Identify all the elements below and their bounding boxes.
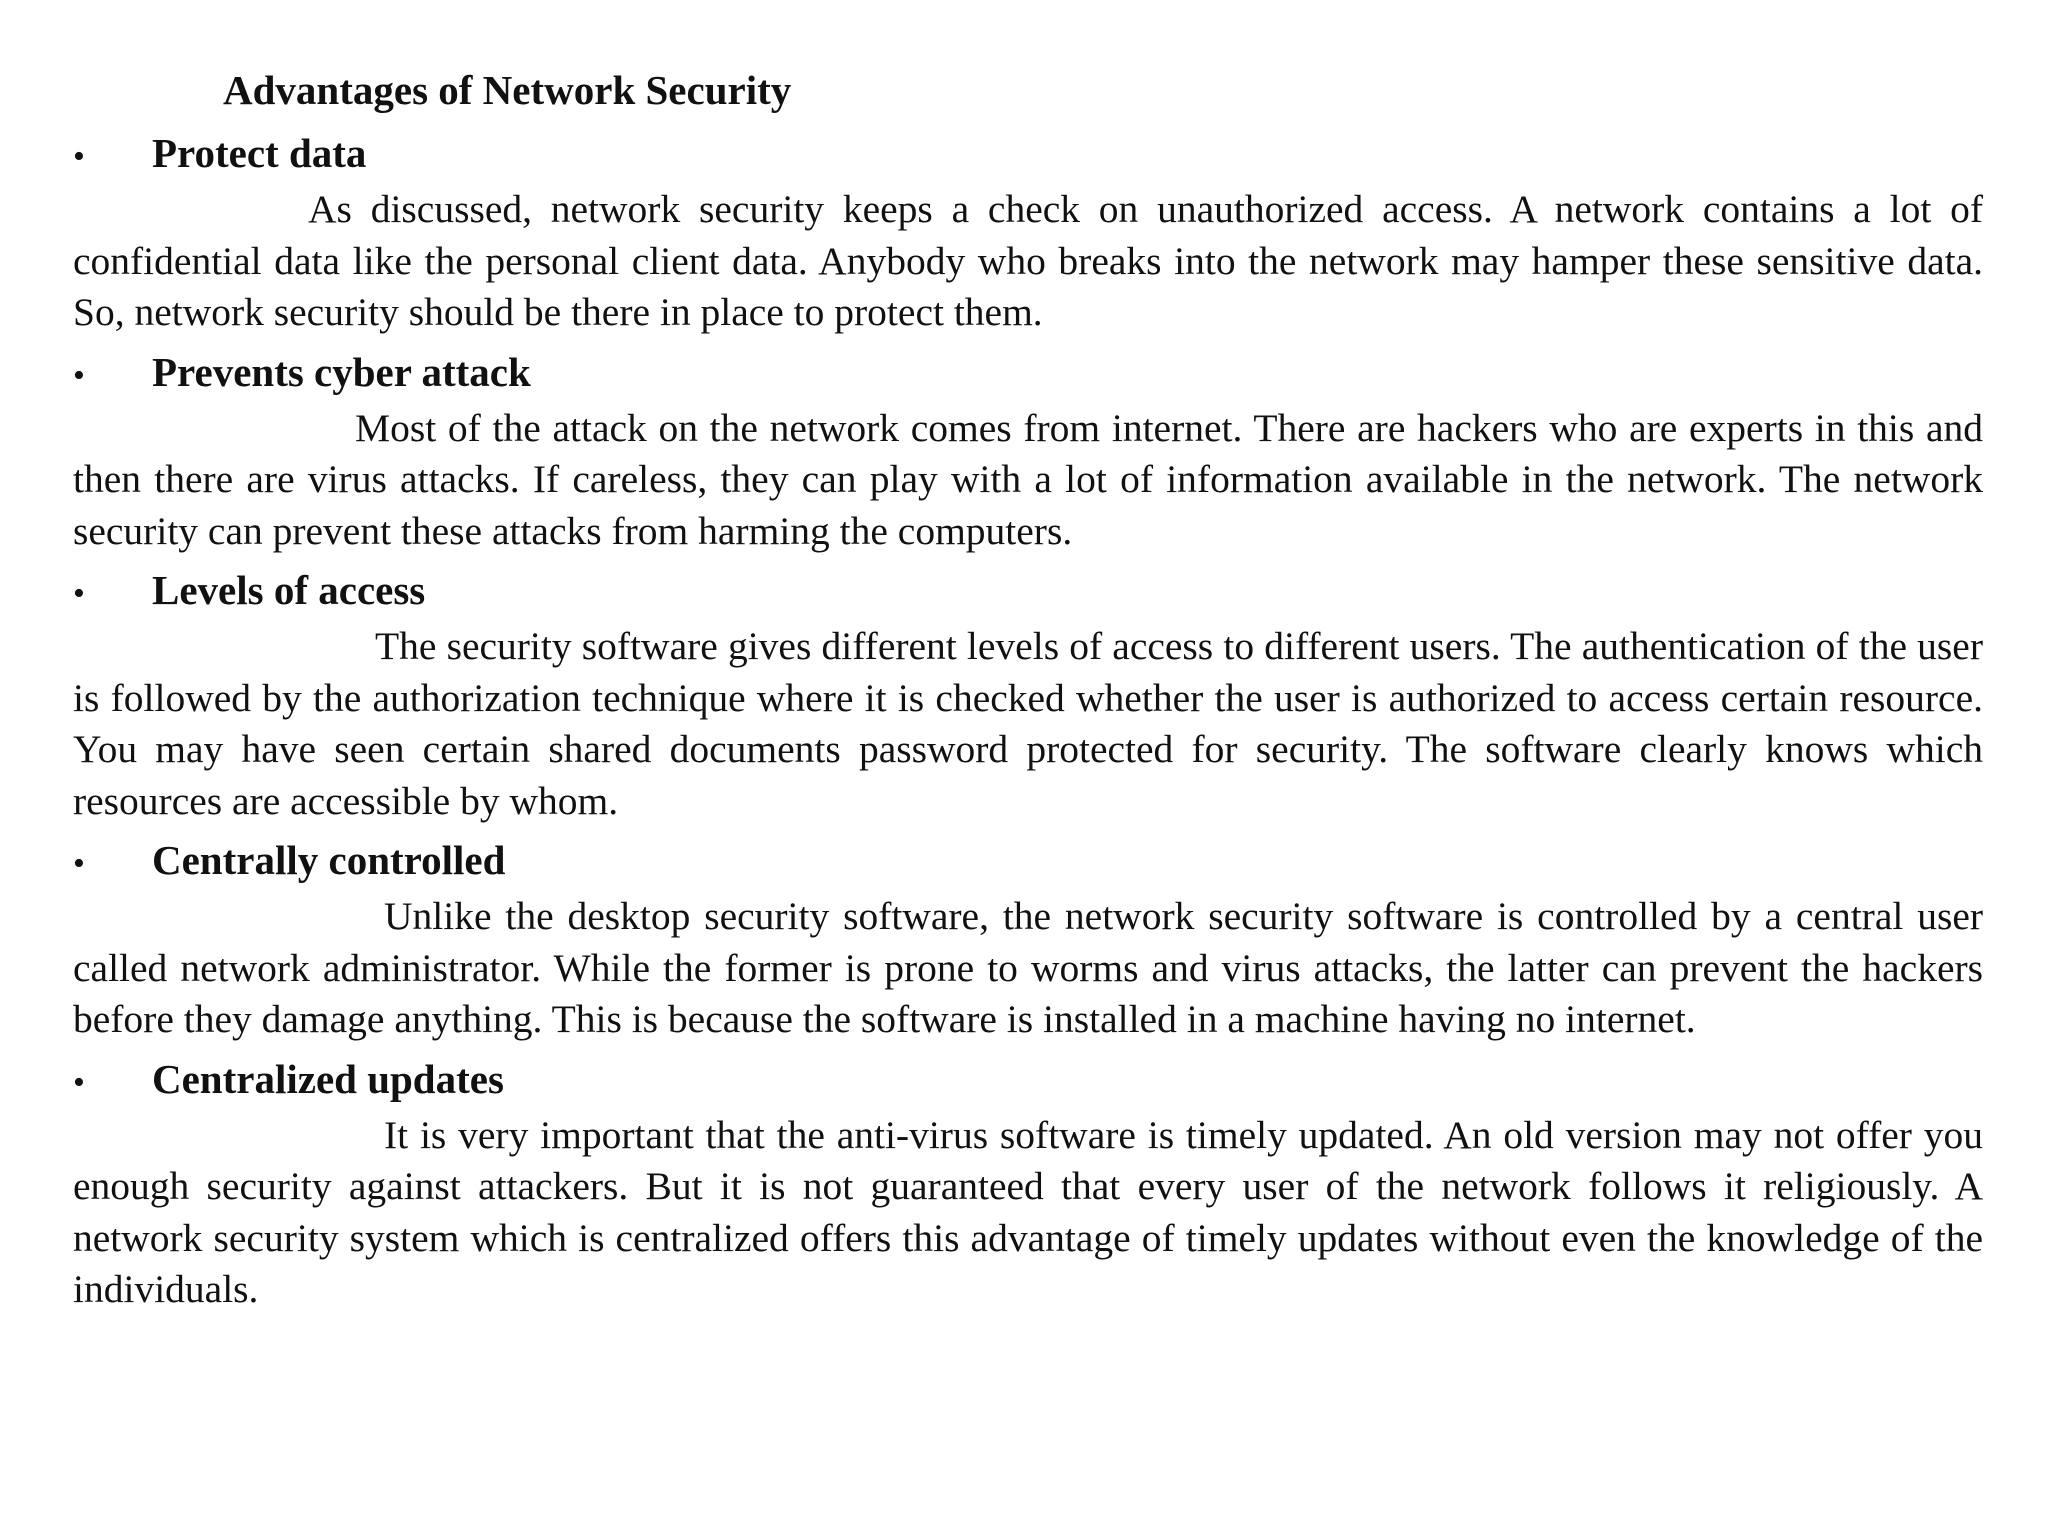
section-header [73, 343, 1983, 401]
section-paragraph: Most of the attack on the network comes from internet. There are hackers who are experts in this and then there are virus attacks. If careless, they can play with a lot of information available in the network. The network security can prevent these attacks from harming the computers. [73, 405, 1983, 553]
section-paragraph: It is very important that the anti-virus software is timely updated. An old version may not offer you enough security against attackers. But it is not guaranteed that every user of the network follows it religiously. A network security system which is centralized offers this advantage of timely updates without even the knowledge of the individuals. [73, 1112, 1983, 1311]
section-levels-of-access [73, 561, 1983, 827]
document-title: Advantages of Network Security [223, 67, 792, 113]
document-page [73, 62, 1983, 1316]
section-heading: Levels of access [152, 567, 426, 613]
bullet-icon: • [73, 1063, 85, 1101]
section-centrally-controlled [73, 831, 1983, 1046]
bullet-icon: • [73, 138, 85, 175]
section-header [73, 1050, 1983, 1108]
section-header [73, 831, 1983, 889]
section-header [73, 561, 1983, 619]
section-heading: Centrally controlled [152, 837, 506, 883]
section-heading: Protect data [152, 130, 367, 176]
section-paragraph: As discussed, network security keeps a check on unauthorized access. A network contains a lot of confidential data like the personal client data. Anybody who breaks into the network may hamper these sensitive data. So, network security should be there in place to protect them. [73, 187, 1983, 334]
section-centralized-updates [73, 1050, 1983, 1316]
section-paragraph: Unlike the desktop security software, the network security software is controlled by a central user called network administrator. While the former is prone to worms and virus attacks, the latter can prevent the hackers before they damage anything. This is because the software is installed in a machine having no internet. [73, 894, 1983, 1041]
section-paragraph: The security software gives different levels of access to different users. The authentication of the user is followed by the authorization technique where it is checked whether the user is authorized to access certain resource. You may have seen certain shared documents password protected for security. The software clearly knows which resources are accessible by whom. [73, 624, 1983, 823]
section-protect-data [73, 124, 1983, 339]
bullet-icon: • [73, 845, 85, 882]
section-prevents-cyber-attack [73, 343, 1983, 558]
bullet-icon: • [73, 356, 85, 394]
section-heading: Prevents cyber attack [152, 348, 531, 395]
bullet-icon: • [73, 575, 85, 612]
section-header [73, 124, 1983, 182]
section-heading: Centralized updates [152, 1055, 504, 1102]
